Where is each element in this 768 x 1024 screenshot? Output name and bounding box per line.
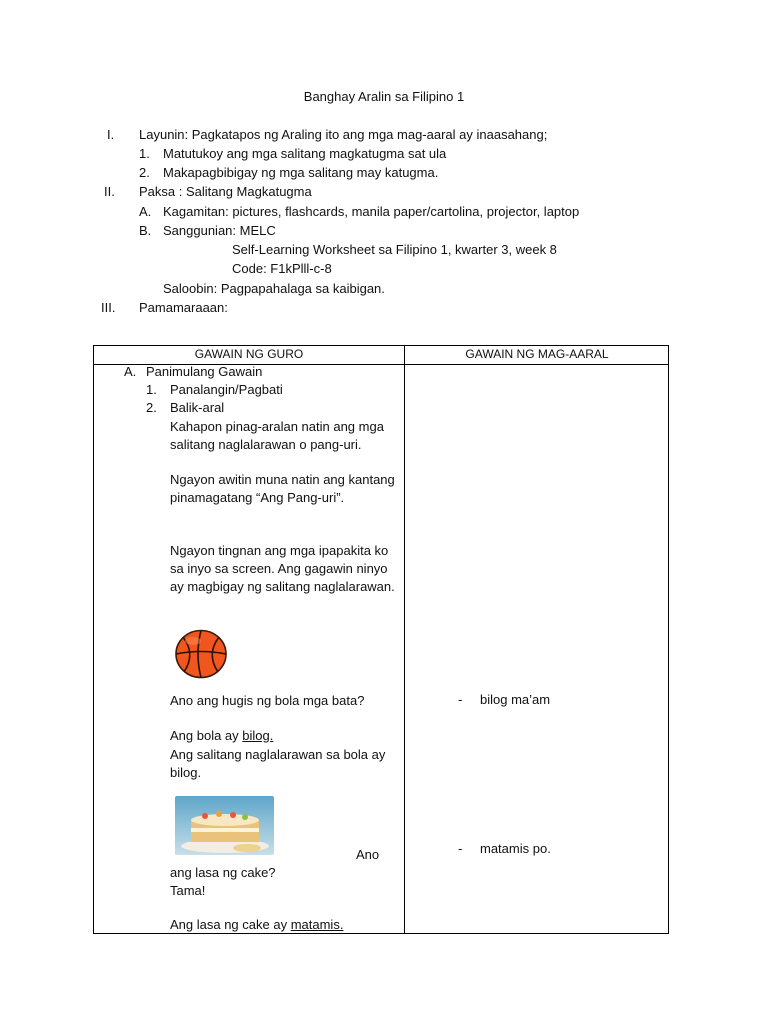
question-ano: Ano bbox=[356, 847, 380, 862]
response-bilog: bilog ma’am bbox=[480, 692, 551, 707]
list-item: Sanggunian: MELC bbox=[163, 223, 276, 238]
subsection-title: Panimulang Gawain bbox=[146, 364, 263, 379]
list-item: Makapagbibigay ng mga salitang may katugma. bbox=[163, 165, 439, 180]
response-dash: - bbox=[458, 841, 463, 856]
column-divider bbox=[404, 346, 405, 933]
list-item: Balik-aral bbox=[170, 400, 225, 415]
list-number: 1. bbox=[139, 146, 150, 161]
answer-text: Ang bola ay bbox=[170, 728, 243, 743]
feedback-tama: Tama! bbox=[170, 883, 206, 898]
list-letter: A. bbox=[124, 364, 137, 379]
header-gawain-mag-aaral: GAWAIN NG MAG-AARAL bbox=[465, 347, 609, 361]
page-title: Banghay Aralin sa Filipino 1 bbox=[303, 89, 465, 104]
list-letter: B. bbox=[139, 223, 152, 238]
response-matamis: matamis po. bbox=[480, 841, 551, 856]
list-item: Matutukoy ang mga salitang magkatugma sat ula bbox=[163, 146, 447, 161]
list-number: 2. bbox=[146, 400, 157, 415]
table-header-row bbox=[94, 346, 668, 365]
list-item: Panalangin/Pagbati bbox=[170, 382, 283, 397]
paragraph-kahapon: Kahapon pinag-aralan natin ang mga salitang naglalarawan o pang-uri. bbox=[170, 419, 384, 452]
question-lasa: ang lasa ng cake? bbox=[170, 865, 276, 880]
section-numeral-i: I. bbox=[107, 127, 115, 142]
list-number: 2. bbox=[139, 165, 150, 180]
section-numeral-ii: II. bbox=[104, 184, 115, 199]
section-paksa: Paksa : Salitang Magkatugma bbox=[139, 184, 312, 199]
answer-text: Ang lasa ng cake ay bbox=[170, 917, 291, 932]
cake-image bbox=[175, 796, 274, 855]
reference-code: Code: F1kPlll-c-8 bbox=[232, 261, 332, 276]
answer-underlined-word: matamis. bbox=[290, 917, 344, 932]
answer-bola-line bbox=[170, 728, 273, 743]
section-pamamaraan: Pamamaraaan: bbox=[139, 300, 228, 315]
list-letter: A. bbox=[139, 204, 152, 219]
basketball-image bbox=[174, 629, 228, 679]
paragraph-naglalarawan: Ang salitang naglalarawan sa bola ay bilog. bbox=[170, 747, 386, 780]
saloobin: Saloobin: Pagpapahalaga sa kaibigan. bbox=[163, 281, 385, 296]
section-numeral-iii: III. bbox=[101, 300, 116, 315]
answer-cake-line bbox=[170, 917, 343, 932]
paragraph-awitin: Ngayon awitin muna natin ang kantang pinamagatang “Ang Pang-uri”. bbox=[170, 472, 395, 505]
response-dash: - bbox=[458, 692, 463, 707]
header-gawain-guro: GAWAIN NG GURO bbox=[194, 347, 304, 361]
list-number: 1. bbox=[146, 382, 157, 397]
question-hugis: Ano ang hugis ng bola mga bata? bbox=[170, 693, 365, 708]
list-item: Kagamitan: pictures, flashcards, manila paper/cartolina, projector, laptop bbox=[163, 204, 580, 219]
section-layunin: Layunin: Pagkatapos ng Araling ito ang mga mag-aaral ay inaasahang; bbox=[139, 127, 548, 142]
reference-line: Self-Learning Worksheet sa Filipino 1, kwarter 3, week 8 bbox=[232, 242, 557, 257]
answer-underlined-word: bilog. bbox=[242, 728, 274, 743]
paragraph-tingnan: Ngayon tingnan ang mga ipapakita ko sa inyo sa screen. Ang gagawin ninyo ay magbigay ng salitang naglalarawan. bbox=[170, 543, 395, 594]
